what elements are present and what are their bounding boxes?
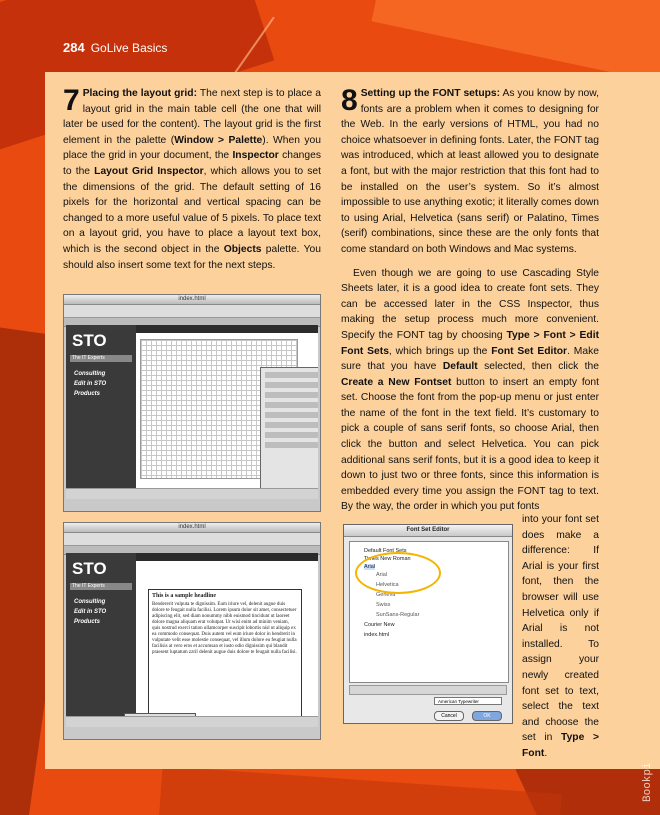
margin-watermark: Bookpi: [642, 762, 654, 802]
page-header: [63, 40, 167, 55]
step-8-continued: into your font set does make a difference: If Arial is your first font, then the browser will use Helvetica only if Arial is not installed. To assign your newly created font set to text, select the text and choose the set in Type > Font.: [522, 514, 599, 759]
highlight-oval: [355, 552, 441, 594]
font-set-editor: Font Set Editor Default Font Sets Times New Roman Arial Arial Helvetica Geneva Swiss SunSans-Regular Courier New index.html American Typewriter Cancel OK: [343, 524, 513, 724]
page: [45, 72, 660, 769]
page-number: 284: [63, 40, 85, 55]
step-number: 7: [63, 84, 80, 117]
step-title: Setting up the FONT setups:: [360, 88, 501, 99]
section-title: GoLive Basics: [90, 41, 168, 55]
step-7: 7 Placing the layout grid: The next step is to place a layout grid in the main table cell (the one that will later be used for the content). The layout grid is the first element in the palette (Window > Palette). When you place the grid in your document, the Inspector changes to the Layout Grid Inspector, which allows you to set the dimensions of the grid. The default setting of 16 pixels for the horizontal and vertical spacing can be changed to a more useful value of 5 pixels. To place text on a layout grid, you have to place a layout text box, which is the second object in the Objects palette. You should also insert some text for the next steps.: [63, 84, 322, 271]
cancel-button[interactable]: Cancel: [434, 711, 464, 721]
sto-logo: STO: [72, 331, 107, 350]
sto-logo: STO: [72, 559, 107, 578]
screenshot-text-box: index.html STO The IT Experts Consulting Edit in STO Products This is a sample headline Bendererit vulputa te dignissim. Eum iriure vel, delenit augue duis dolore te feugait nulla facilisi. Lorem ipsum dolor sit amet, consectetuer adipiscing elit, sed diam nonummy nibh euismod tincidunt ut laoreet dolore magna aliquam erat volutpat. Ut wisi enim ad minim veniam, quis nostrud exerci tation ullamcorper suscipit lobortis nisl ut aliquip ex ea commodo consequat. Duis autem vel eum iriure dolor in hendrerit in vulputate velit esse molestie consequat, vel illum dolore eu feugiat nulla facilisis at vero eros et accumsan et iusto odio dignissim qui blandit praesent luptatum zzril delenit augue duis dolore te feugait nulla facilisi.: [63, 522, 321, 740]
paragraph-font-sets: Even though we are going to use Cascading Style Sheets later, it is a good idea to create font sets. They can be accessed later in the CSS Inspector, thus making the setup process much more convenient. Specify the FONT tag by choosing Type > Font > Edit Font Sets, which brings up the Font Set Editor. Make sure that you have Default selected, then click the Create a New Fontset button to insert an empty font set. Choose the font from the pop-up menu or just enter the name of the font in the text field. It’s customary to pick a couple of sans serif fonts, so choose Arial, then click the button and select Helvetica. You can pick additional sans serif fonts, but it is a good idea to keep it down to just two or three fonts, since this information is embedded every time you assign the FONT tag to text. By the way, the order in which you put fonts: [341, 267, 600, 513]
layout-grid-inspector: [260, 367, 318, 497]
screenshot-layout-grid: index.html STO The IT Experts Consulting Edit in STO Products: [63, 294, 321, 512]
step-title: Placing the layout grid:: [82, 88, 198, 99]
site-sidebar: STO The IT Experts Consulting Edit in STO Products: [66, 553, 136, 727]
step-8: 8 Setting up the FONT setups: As you know by now, fonts are a problem when it comes to designing for the Web. In the early versions of HTML, you had no choice whatsoever in defining fonts. Later, the FONT tag was introduced, which at least allowed you to designate a font, but with the major restriction that this font had to be installed on the user’s system. So it’s almost impossible to use anything exotic; it literally comes down to using Arial, Helvetica (sans serif) or Palatino, Times (serif) combinations, since these are the only fonts that come standard on both Windows and Mac systems. Even though we are going to use Cascading Style Sheets later, it is a good idea to create font sets. They can be accessed later in the CSS Inspector, thus making the setup process much more convenient. Specify the FONT tag by choosing Type > Font > Edit Font Sets, which brings up the Font Set Editor. Make sure that you have Default selected, then click the Create a New Fontset button to insert an empty font set. Choose the font from the pop-up menu or just enter the name of the font in the text field. It’s customary to pick a couple of sans serif fonts, so choose Arial, then click the button and select Helvetica. You can pick additional sans serif fonts, but it is a good idea to keep it down to just two or three fonts, since this information is embedded every time you assign the FONT tag to text. By the way, the order in which you put fonts: [341, 86, 599, 515]
font-set-list: Default Font Sets Times New Roman Arial Arial Helvetica Geneva Swiss SunSans-Regular Courier New index.html: [349, 541, 509, 683]
font-popup[interactable]: American Typewriter: [434, 697, 502, 705]
site-sidebar: STO The IT Experts Consulting Edit in STO Products: [66, 325, 136, 499]
step-number: 8: [341, 84, 358, 117]
layout-text-box: This is a sample headline Bendererit vulputa te dignissim. Eum iriure vel, delenit augue duis dolore te feugait nulla facilisi. Lorem ipsum dolor sit amet, consectetuer adipiscing elit, sed diam nonummy nibh euismod tincidunt ut laoreet dolore magna aliquam erat volutpat. Ut wisi enim ad minim veniam, quis nostrud exerci tation ullamcorper suscipit lobortis nisl ut aliquip ex ea commodo consequat. Duis autem vel eum iriure dolor in hendrerit in vulputate velit esse molestie consequat, vel illum dolore eu feugiat nulla facilisis at vero eros et accumsan et iusto odio dignissim qui blandit praesent luptatum zzril delenit augue duis dolore te feugait nulla facilisi.: [148, 589, 302, 727]
ok-button[interactable]: OK: [472, 711, 502, 721]
